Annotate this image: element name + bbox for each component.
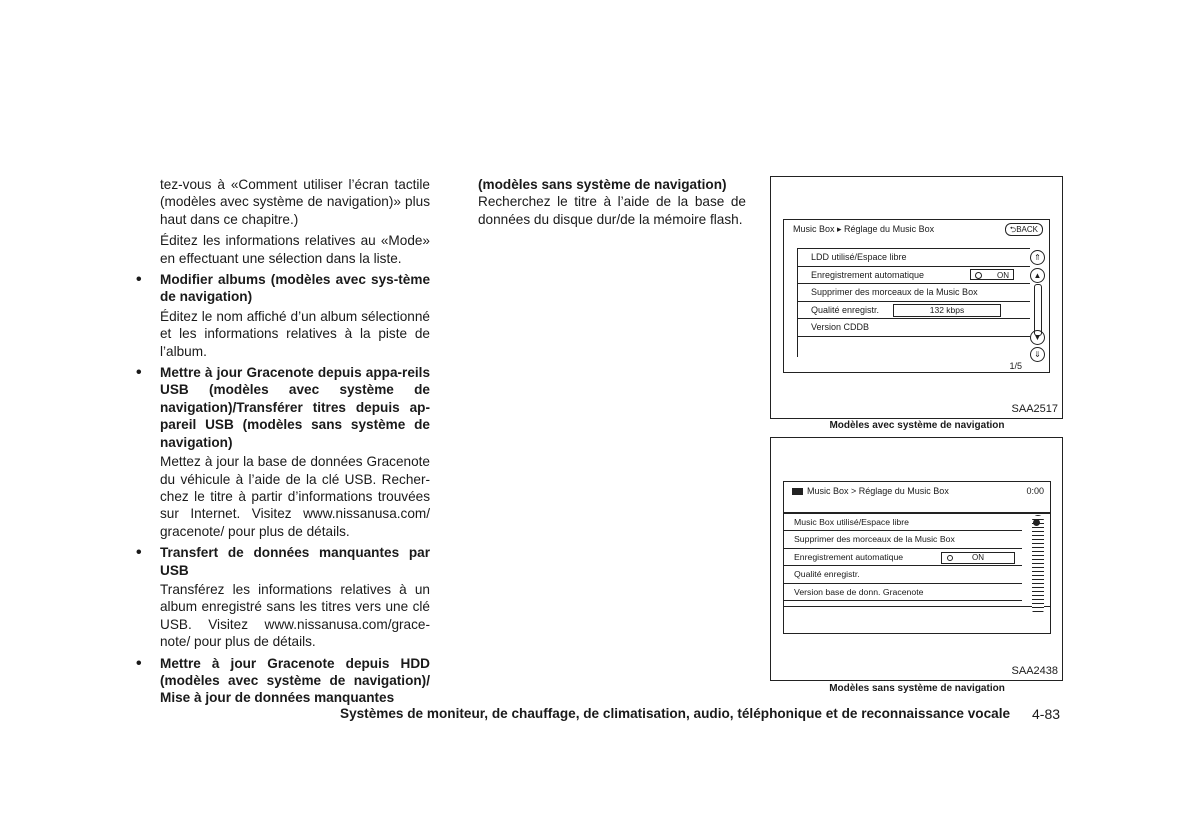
list-item[interactable] [798,267,1030,285]
toggle-indicator-icon [947,555,953,561]
list-item-label: LDD utilisé/Espace libre [811,252,907,262]
list-item[interactable] [798,249,1030,267]
screen-title: Music Box ▸ Réglage du Music Box [793,224,935,234]
list-item-label: Qualité enregistr. [794,569,860,580]
figure-with-navigation [770,176,1063,419]
bullet-dot-icon: • [136,364,142,382]
back-label: BACK [1016,225,1038,234]
toggle-value: ON [972,552,984,562]
list-item[interactable] [784,549,1022,566]
list-item-label: Enregistrement automatique [794,551,904,562]
scrollbar-track[interactable] [1034,284,1042,336]
music-box-icon [792,488,803,495]
list-item-label: Qualité enregistr. [811,304,880,315]
bullet-body: Éditez le nom affiché d’un album sélectionné et les informations relatives à la piste de l’album. [160,308,430,359]
toggle-switch[interactable] [970,269,1014,280]
settings-list [797,248,1030,357]
list-item-label: Enregistrement automatique [811,269,925,280]
toggle-switch[interactable] [941,552,1015,564]
page-number: 4-83 [1032,706,1061,722]
screen-without-navigation [783,481,1051,634]
bullet-heading: Modifier albums (modèles avec sys-tème de navigation) [160,272,430,305]
toggle-indicator-icon [975,272,982,279]
list-item[interactable] [798,284,1030,302]
scroll-up-icon[interactable]: ▲ [1030,268,1045,283]
figure-code: SAA2438 [1011,665,1058,677]
list-item[interactable] [784,566,1022,583]
section-body: Recherchez le titre à l’aide de la base de données du disque dur/de la mémoire flash. [478,194,746,227]
back-arrow-icon: ⮌ [1009,225,1017,234]
clock: 0:00 [1026,486,1044,496]
screen-title-text: Music Box > Réglage du Music Box [807,486,949,496]
back-button[interactable] [1005,223,1043,236]
left-column [136,176,430,709]
bullet-heading: Mettre à jour Gracenote depuis appa-reils USB (modèles avec système de navigation)/Transférer titres depuis ap-pareil USB (modèles sans système de navigation) [160,365,430,450]
bullet-body: Mettez à jour la base de données Gracenote du véhicule à l’aide de la clé USB. Recher-chez le titre à partir d’informations trouvées sur Internet. Visitez www.nissanusa.com/ gracenote/ pour plus de détails. [160,454,430,539]
screen-with-navigation [783,219,1050,373]
bullet-heading: Transfert de données manquantes par USB [160,545,430,578]
section-heading: (modèles sans système de navigation) [478,177,727,192]
right-column [478,176,746,228]
screen-title [792,486,949,496]
list-item[interactable] [798,302,1030,320]
list-item-label: Supprimer des morceaux de la Music Box [794,534,955,545]
bullet-item [136,364,430,451]
intro-paragraph-2: Éditez les informations relatives au «Mode» en effectuant une sélection dans la liste. [160,233,430,266]
figure-caption: Modèles sans système de navigation [829,683,1005,694]
bullet-body: Transférez les informations relatives à un album enregistré sans les titres vers une clé USB. Visitez www.nissanusa.com/grace-note/ pour plus de détails. [160,581,430,650]
list-item[interactable] [784,514,1022,531]
bullet-heading: Mettre à jour Gracenote depuis HDD (modèles avec système de navigation)/ Mise à jour de données manquantes [160,655,430,706]
intro-paragraph-1: tez-vous à «Comment utiliser l’écran tactile (modèles avec système de navigation)» plus haut dans ce chapitre.) [160,177,430,227]
list-item-label: Version base de donn. Gracenote [794,586,924,597]
list-item[interactable] [784,584,1022,601]
bullet-item [136,271,430,306]
bullet-item [136,544,430,579]
page-indicator: 1/5 [1009,361,1022,371]
scroll-dial[interactable] [1032,515,1044,615]
list-item-label: Music Box utilisé/Espace libre [794,517,909,527]
toggle-value: ON [997,270,1009,280]
list-item[interactable] [784,531,1022,548]
page-down-icon[interactable]: ⇓ [1030,347,1045,362]
list-item-label: Supprimer des morceaux de la Music Box [811,287,978,297]
quality-value-box: 132 kbps [893,304,1001,317]
bullet-dot-icon: • [136,271,142,289]
list-item[interactable] [798,319,1030,337]
scroll-position-icon [1033,519,1040,526]
figure-code: SAA2517 [1011,403,1058,415]
page-up-icon[interactable]: ⇑ [1030,250,1045,265]
scroll-down-icon[interactable]: ▼ [1030,330,1045,345]
figure-caption: Modèles avec système de navigation [829,420,1005,431]
figure-without-navigation [770,437,1063,681]
divider [784,606,1050,607]
list-item-label: Version CDDB [811,322,870,332]
bullet-dot-icon: • [136,544,142,562]
bullet-item [136,655,430,707]
footer-section-title: Systèmes de moniteur, de chauffage, de climatisation, audio, téléphonique et de reconnaissance vocale [340,706,1011,721]
bullet-dot-icon: • [136,654,142,672]
